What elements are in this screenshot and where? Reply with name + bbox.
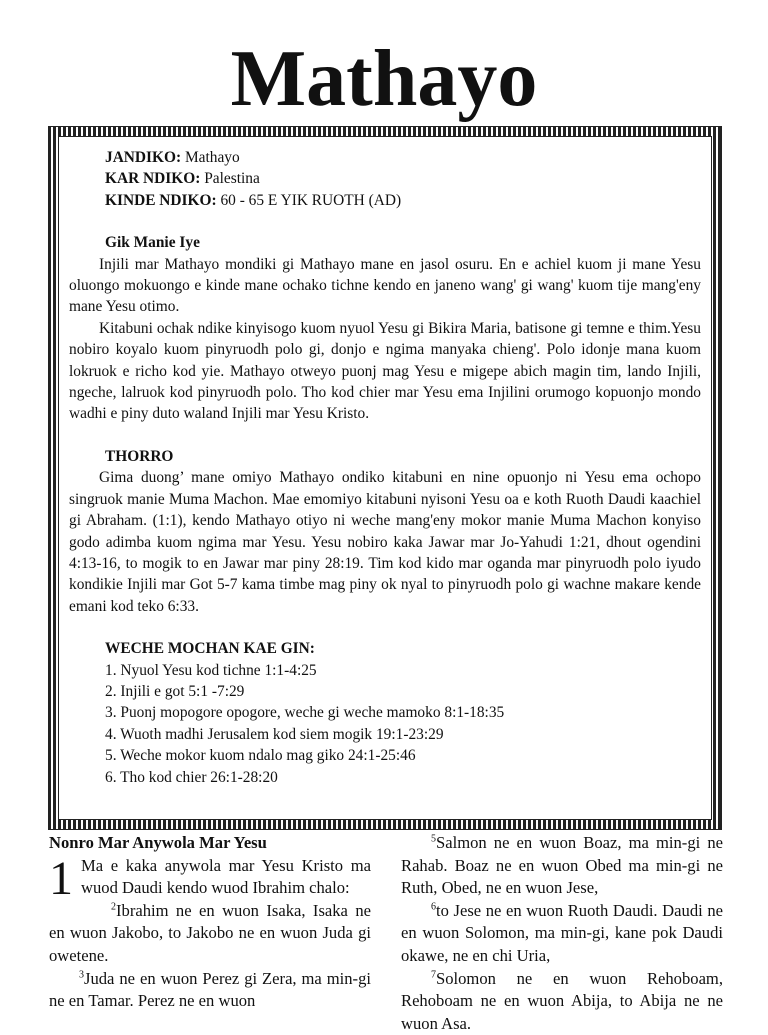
chapter-number: 1 bbox=[49, 851, 73, 905]
introduction-content bbox=[58, 136, 712, 820]
outline-item: 1. Nyuol Yesu kod tichne 1:1-4:25 bbox=[105, 661, 317, 679]
meta-date: KINDE NDIKO: 60 - 65 E YIK RUOTH (AD) bbox=[105, 191, 402, 209]
right-column bbox=[401, 832, 723, 1035]
section-heading-purpose: Gik Manie Iye bbox=[105, 234, 200, 252]
introduction-box bbox=[48, 126, 722, 830]
verse: $^2$Ibrahim ne en wuon Isaka, Isaka ne en wuon Jakobo, to Jakobo ne en wuon Juda gi owetene. bbox=[49, 900, 371, 965]
outline-item: 6. Tho kod chier 26:1-28:20 bbox=[105, 768, 278, 786]
left-column bbox=[49, 832, 371, 1013]
verse: $^3$Juda ne en wuon Perez gi Zera, ma min-gi ne en Tamar. Perez ne en wuon bbox=[49, 968, 371, 1011]
chapter-section-title: Nonro Mar Anywola Mar Yesu bbox=[49, 833, 267, 852]
intro-paragraph: Injili mar Mathayo mondiki gi Mathayo mane en jasol osuru. En e achiel kuom ji mane Yesu oluongo mokuongo e kinde mane ochako tichne kendo en janeno wang' gi wang' kuom tije mang'eny mane Yesu otimo. bbox=[69, 255, 701, 316]
section-heading-outline: WECHE MOCHAN KAE GIN: bbox=[105, 640, 315, 658]
verse: $^6$to Jese ne en wuon Ruoth Daudi. Daudi ne en wuon Solomon, ma min-gi, kane pok Daudi okawe, ne en chi Uria, bbox=[401, 900, 723, 965]
verse-number: 2 bbox=[111, 901, 116, 913]
verse-number: 5 bbox=[431, 833, 436, 845]
outline-item: 2. Injili e got 5:1 -7:29 bbox=[105, 682, 245, 700]
verse-number: 6 bbox=[431, 901, 436, 913]
outline-item: 3. Puonj mopogore opogore, weche gi weche mamoko 8:1-18:35 bbox=[105, 704, 505, 722]
verse: $^5$Salmon ne en wuon Boaz, ma min-gi ne Rahab. Boaz ne en wuon Obed ma min-gi ne Ruth, Obed, ne en wuon Jese, bbox=[401, 833, 723, 898]
verse-number: 3 bbox=[79, 969, 84, 981]
verse: 1 Ma e kaka anywola mar Yesu Kristo ma wuod Daudi kendo wuod Ibrahim chalo: bbox=[49, 851, 371, 905]
meta-place: KAR NDIKO: Palestina bbox=[105, 170, 260, 188]
meta-author: JANDIKO: Mathayo bbox=[105, 149, 240, 166]
verse-number: 7 bbox=[431, 969, 436, 981]
page-title: Mathayo bbox=[230, 35, 538, 123]
outline-item: 5. Weche mokor kuom ndalo mag giko 24:1-25:46 bbox=[105, 747, 416, 765]
outline-item: 4. Wuoth madhi Jerusalem kod siem mogik 19:1-23:29 bbox=[105, 725, 444, 743]
section-heading-theme: THORRO bbox=[105, 447, 174, 465]
verse: $^7$Solomon ne en wuon Rehoboam, Rehoboam ne en wuon Abija, to Abija ne ne wuon Asa. bbox=[401, 968, 723, 1033]
intro-paragraph: Kitabuni ochak ndike kinyisogo kuom nyuol Yesu gi Bikira Maria, batisone gi temne e thim.Yesu nobiro koyalo kuom pinyruodh polo gi, donjo e ngima manyaka chieng'. Polo idonje mana kuom lokruok e richo kod yie. Mathayo otweyo puonj mag Yesu e migepe abich magin tim, lando Injili, ngeche, lalruok kod pinyruodh polo. Tho kod chier mar Yesu ema Injilini orumogo kopuonjo mondo wadhi e piny duto waland Injili mar Yesu Kristo. bbox=[69, 319, 701, 423]
theme-paragraph: Gima duong’ mane omiyo Mathayo ondiko kitabuni en nine opuonjo ni Yesu ema ochopo singruok manie Muma Machon. Mae emomiyo kitabuni nyisoni Yesu oa e koth Ruoth Daudi kaachiel gi Abraham. (1:1), kendo Mathayo otiyo ni weche mang'eny mokor manie Muma Machon konyiso godo adimba kuom ngima mar Yesu. Yesu nobiro kaka Jawar mar Jo-Yahudi 1:21, dhout ogendini 4:13-16, to mogik to en Jawar mar piny 28:19. Tim kod kido mar oganda mar pinyruodh polo iyudo kondikie Injili mar Got 5-7 kama timbe mag piny ok nyal to pinyruodh polo gi wachne makare kende emani kod teko 6:33. bbox=[69, 469, 701, 615]
